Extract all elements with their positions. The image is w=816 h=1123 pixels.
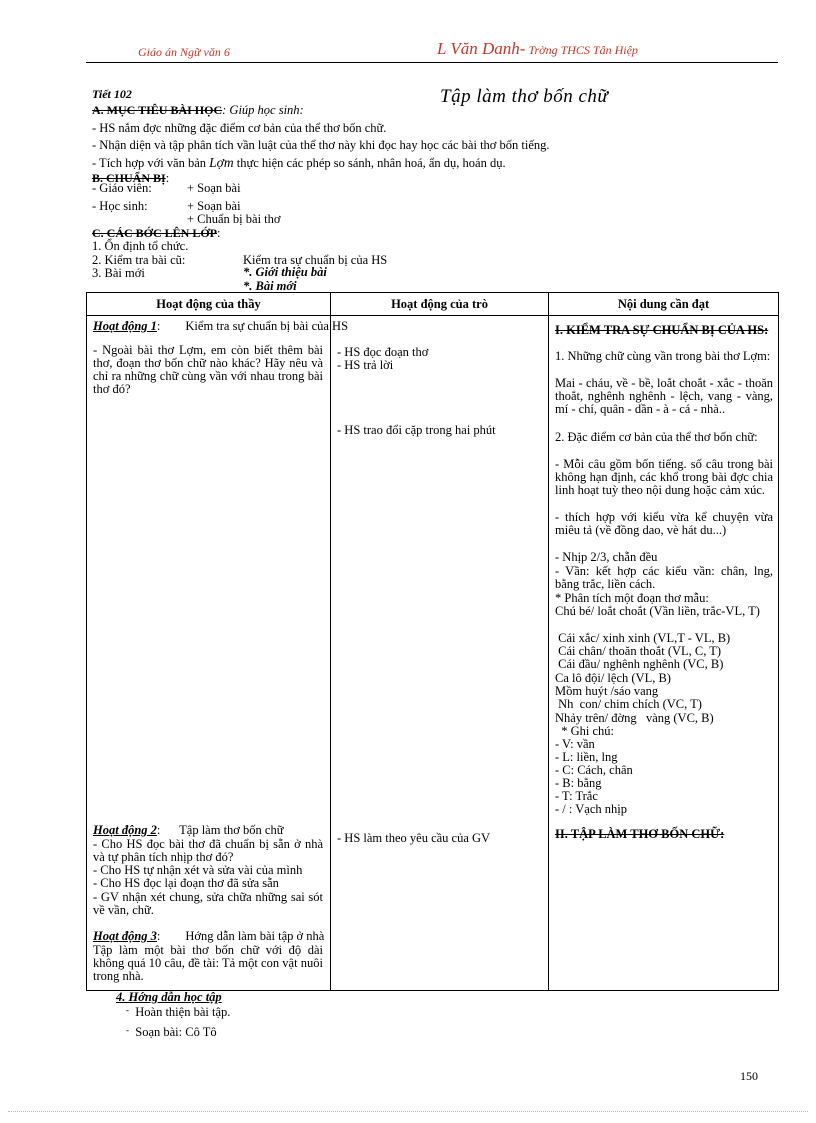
note-item: - / : Vạch nhịp <box>555 802 627 816</box>
student-activity-2: - HS trả lời <box>337 358 394 372</box>
note-item: - T: Trắc <box>555 789 598 803</box>
guidance-item-1-text: Hoàn thiện bài tập. <box>135 1005 231 1019</box>
objective-2: - Nhận diện và tập phân tích vần luật của thể thơ này khi đọc hay học các bài thơ bốn tiếng. <box>92 138 550 152</box>
steps-heading: C. CÁC BỚC LÊN LỚP <box>92 226 218 240</box>
activity-2-text: Tập làm thơ bốn chữ <box>179 823 284 837</box>
activity-2: Hoạt động 2: Tập làm thơ bốn chữ <box>93 823 284 837</box>
objectives-heading-line <box>92 104 304 118</box>
note-item: - B: bằng <box>555 776 602 790</box>
step-3-intro: *. Giới thiệu bài <box>243 265 327 279</box>
poem-line: Ca lô đội/ lệch (VL, B) <box>555 671 671 685</box>
step-2-value: Kiểm tra sự chuẩn bị của HS <box>243 253 388 267</box>
activity-1-label: Hoạt động 1 <box>93 319 157 333</box>
col-teacher-header: Hoạt động của thầy <box>87 293 331 316</box>
header-rule <box>86 62 778 63</box>
teacher-prep-item: + Soạn bài <box>187 181 241 195</box>
table-body-row <box>87 316 779 991</box>
guidance-item-2: - Soạn bài: Cô Tô <box>126 1025 217 1039</box>
teacher-question: - Ngoài bài thơ Lợm, em còn biết thêm bài thơ, đoạn thơ bốn chữ nào khác? Hãy nêu và chỉ ra những chữ cùng vần với nhau trong bài thơ đó? <box>93 343 323 397</box>
student-activity-4: - HS làm theo yêu cầu của GV <box>337 831 491 845</box>
content-8: * Phân tích một đoạn thơ mẫu: <box>555 591 709 605</box>
col-content-header: Nội dung cần đạt <box>549 293 779 316</box>
content-3: 2. Đặc điểm cơ bản của thể thơ bốn chữ: <box>555 430 758 444</box>
lesson-table <box>86 292 779 991</box>
objectives-intro: : Giúp học sinh: <box>222 103 304 117</box>
objectives-heading: A. MỤC TIÊU BÀI HỌC <box>92 103 223 117</box>
note-item: - V: vần <box>555 737 595 751</box>
step-3-new: *. Bài mới <box>243 279 297 293</box>
page-bottom-rule <box>8 1111 808 1112</box>
guidance-item-2-text: Soạn bài: Cô Tô <box>135 1025 217 1039</box>
table-header-row <box>87 293 779 316</box>
lesson-number: Tiết 102 <box>92 87 132 101</box>
poem-line: Nh con/ chim chích (VC, T) <box>555 697 702 711</box>
step-3-label: 3. Bài mới <box>92 266 145 280</box>
objective-1: - HS nắm đợc những đặc điểm cơ bản của thể thơ bốn chữ. <box>92 121 387 135</box>
content-4: - Mỗi câu gồm bốn tiếng. số câu trong bài không hạn định, các khổ trong bài đợc chia linh hoạt tuỳ theo nội dung hoặc cảm xúc. <box>555 457 773 498</box>
activity-3-text: Hớng dẫn làm bài tập ở nhà <box>185 929 325 943</box>
poem-line: Mồm huýt /sáo vang <box>555 684 659 698</box>
content-heading-2: II. TẬP LÀM THƠ BỐN CHỮ: <box>555 827 725 841</box>
page-title: Tập làm thơ bốn chữ <box>440 86 609 107</box>
poem-line: Nhảy trên/ đờng vàng (VC, B) <box>555 711 714 725</box>
activity-1-text: Kiểm tra sự chuẩn bị bài của HS <box>185 319 349 333</box>
student-prep-label: - Học sinh: <box>92 199 148 213</box>
student-prep-item-1: + Soạn bài <box>187 199 241 213</box>
note-item: - C: Cách, chân <box>555 763 633 777</box>
activity-1: Hoạt động 1: Kiểm tra sự chuẩn bị bài của HS <box>93 319 349 333</box>
step-2-label: 2. Kiểm tra bài cũ: <box>92 253 186 267</box>
content-5: - thích hợp với kiểu vừa kể chuyện vừa miêu tả (về đồng dao, vè hát du...) <box>555 510 773 538</box>
preparation-heading: B. CHUẨN BỊ <box>92 171 166 185</box>
guidance-item-1: - Hoàn thiện bài tập. <box>126 1005 231 1019</box>
student-cell <box>331 316 549 991</box>
header-teacher <box>437 40 638 59</box>
content-7: - Vần: kết hợp các kiểu vần: chân, lng, bằng trắc, liền cách. <box>555 564 773 592</box>
poem-line: Cái chân/ thoăn thoắt (VL, C, T) <box>555 644 722 658</box>
poem-line: Cái xắc/ xinh xinh (VL,T - VL, B) <box>555 631 731 645</box>
content-1: 1. Những chữ cùng vần trong bài thơ Lợm: <box>555 349 771 363</box>
activity-2-label: Hoạt động 2 <box>93 823 157 837</box>
student-prep-item-2: + Chuẩn bị bài thơ <box>187 212 281 226</box>
page-number: 150 <box>740 1069 758 1083</box>
col-student-header: Hoạt động của trò <box>331 293 549 316</box>
activity-2-items: - Cho HS đọc bài thơ đã chuẩn bị sẵn ở nhà và tự phân tích nhịp thơ đó? - Cho HS tự nhận xét và sửa vài của mình - Cho HS đọc lại đoạn thơ đã sửa sẵn - GV nhận xét chung, sửa chữa những sai sót về vần, chữ. <box>93 837 323 917</box>
activity-3-body: Tập làm một bài thơ bốn chữ với độ dài không quá 10 câu, đề tài: Tả một con vật nuôi trong nhà. <box>93 943 323 984</box>
objective-3-work: Lợm <box>209 155 234 170</box>
poem-line: Chú bé/ loắt choắt (Vần liền, trắc-VL, T) <box>555 604 760 618</box>
teacher-name: L Văn Danh- <box>437 39 526 58</box>
step-1: 1. Ổn định tổ chức. <box>92 239 189 253</box>
content-cell <box>549 316 779 991</box>
teacher-prep-label: - Giáo viên: <box>92 181 152 195</box>
note-title: * Ghi chú: <box>555 724 615 738</box>
school-name: Trờng THCS Tân Hiệp <box>525 43 638 57</box>
objective-3-b: thực hiện các phép so sánh, nhân hoá, ẩn dụ, hoán dụ. <box>233 156 506 170</box>
steps-colon: : <box>217 226 221 240</box>
content-6: - Nhịp 2/3, chẵn đều <box>555 550 658 564</box>
poem-line: Cái đầu/ nghênh nghênh (VC, B) <box>555 657 724 671</box>
student-activity-3: - HS trao đổi cặp trong hai phút <box>337 423 496 437</box>
content-heading-1: I. KIỂM TRA SỰ CHUẨN BỊ CỦA HS: <box>555 323 769 337</box>
note-item: - L: liền, lng <box>555 750 618 764</box>
guidance-heading: 4. Hớng dẫn học tập <box>116 990 222 1004</box>
objective-3-a: - Tích hợp với văn bản <box>92 156 207 170</box>
student-activity-1: - HS đọc đoạn thơ <box>337 345 429 359</box>
teacher-cell <box>87 316 349 991</box>
objective-3 <box>92 156 506 171</box>
activity-3-label: Hoạt động 3 <box>93 929 157 943</box>
header-subject: Giáo án Ngữ văn 6 <box>138 45 230 59</box>
activity-3: Hoạt động 3: Hớng dẫn làm bài tập ở nhà <box>93 929 325 943</box>
preparation-colon: : <box>165 171 170 185</box>
content-2: Mai - cháu, về - bề, loắt choắt - xắc - thoăn thoắt, nghênh nghênh - lệch, vang - vàng, mí - chí, quân - dần - à - cá - nhà.. <box>555 376 773 417</box>
